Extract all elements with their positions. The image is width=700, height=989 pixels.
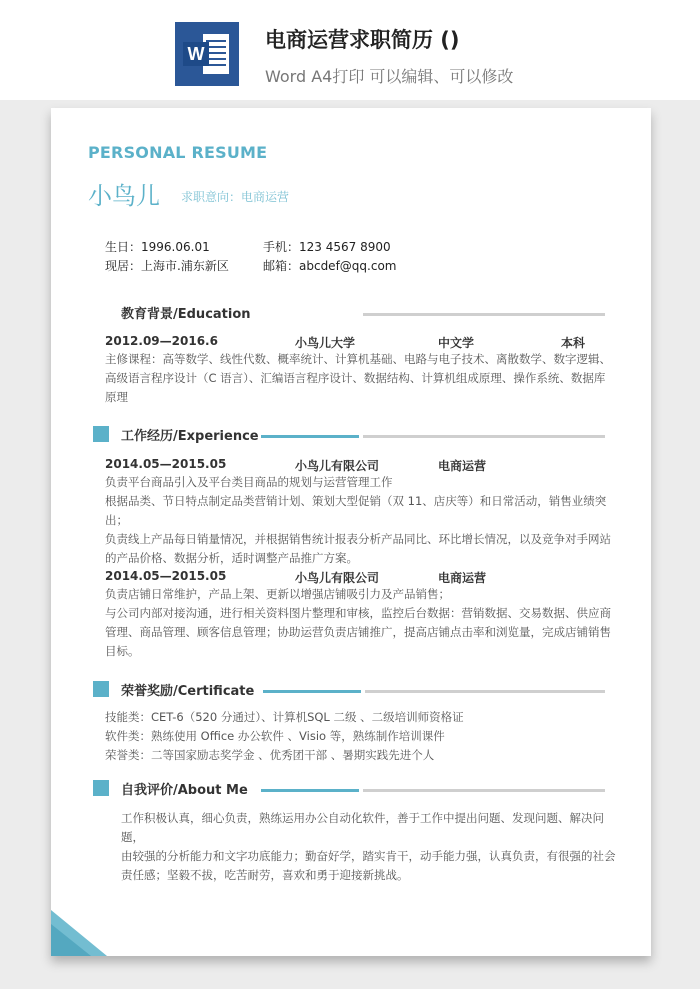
about-section-header bbox=[51, 779, 651, 799]
job-company: 小鸟儿有限公司 bbox=[295, 571, 380, 585]
text-line: 工作积极认真，细心负责，熟练运用办公自动化软件，善于工作中提出问题、发现问题、解决问题， bbox=[121, 811, 604, 844]
education-degree: 本科 bbox=[561, 336, 586, 350]
section-accent-rule bbox=[261, 435, 359, 438]
job-description bbox=[105, 473, 625, 568]
email-address: 邮箱：abcdef@qq.com bbox=[263, 259, 397, 273]
text-line: 荣誉类：二等国家励志奖学金 、优秀团干部 、暑期实践先进个人 bbox=[105, 748, 435, 762]
education-major: 中文学 bbox=[438, 336, 475, 350]
text-line: 责任感；坚毅不拔，吃苦耐劳，喜欢和勇于迎接新挑战。 bbox=[121, 868, 409, 882]
education-school: 小鸟儿大学 bbox=[295, 336, 356, 350]
section-rule bbox=[363, 435, 605, 438]
section-rule bbox=[365, 690, 605, 693]
birth-date: 生日：1996.06.01 bbox=[105, 240, 210, 254]
word-icon-letter: W bbox=[187, 44, 205, 64]
decorative-corner-triangle bbox=[51, 910, 107, 956]
self-evaluation bbox=[121, 809, 626, 885]
text-line: 出； bbox=[105, 513, 128, 527]
certificate-list bbox=[105, 708, 625, 765]
document-title: 电商运营求职简历 () bbox=[265, 28, 460, 52]
certificate-title: 荣誉奖励/Certificate bbox=[121, 684, 255, 699]
text-line: 与公司内部对接沟通，进行相关资料图片整理和审核，监控后台数据：营销数据、交易数据、供应商 bbox=[105, 606, 611, 620]
text-line: 主修课程：高等数学、线性代数、概率统计、计算机基础、电路与电子技术、离散数学、数字逻辑、 bbox=[105, 352, 611, 366]
text-line: 目标。 bbox=[105, 644, 140, 658]
text-line: 负责平台商品引入及平台类目商品的规划与运营管理工作 bbox=[105, 475, 393, 489]
education-courses bbox=[105, 350, 625, 407]
document-banner bbox=[0, 0, 700, 100]
section-marker bbox=[93, 426, 109, 442]
document-subtitle: Word A4打印 可以编辑、可以修改 bbox=[265, 67, 514, 86]
section-accent-rule bbox=[261, 789, 359, 792]
job-company: 小鸟儿有限公司 bbox=[295, 459, 380, 473]
work-title: 工作经历/Experience bbox=[121, 429, 259, 444]
text-line: 负责线上产品每日销量情况，并根据销售统计报表分析产品同比、环比增长情况，以及竞争对手网站 bbox=[105, 532, 611, 546]
word-document-icon bbox=[175, 22, 239, 86]
job-period: 2014.05—2015.05 bbox=[105, 457, 227, 471]
education-title: 教育背景/Education bbox=[121, 307, 251, 322]
resume-header: PERSONAL RESUME bbox=[88, 143, 268, 162]
resume-page bbox=[51, 108, 651, 956]
phone-number: 手机：123 4567 8900 bbox=[263, 240, 391, 254]
job-description bbox=[105, 585, 625, 661]
section-rule bbox=[363, 313, 605, 316]
job-role: 电商运营 bbox=[438, 571, 487, 585]
certificate-section-header bbox=[51, 680, 651, 700]
text-line: 根据品类、节日特点制定品类营销计划、策划大型促销（双 11、店庆等）和日常活动，销售业绩突 bbox=[105, 494, 607, 508]
text-line: 管理、商品管理、顾客信息管理；协助运营负责店铺推广，提高店铺点击率和浏览量，完成店铺销售 bbox=[105, 625, 611, 639]
job-role: 电商运营 bbox=[438, 459, 487, 473]
candidate-name: 小鸟儿 bbox=[88, 182, 160, 210]
education-period: 2012.09—2016.6 bbox=[105, 334, 218, 348]
section-rule bbox=[363, 789, 605, 792]
text-line: 高级语言程序设计（C 语言）、汇编语言程序设计、数据结构、计算机组成原理、操作系统、数据库 bbox=[105, 371, 606, 385]
text-line: 原理 bbox=[105, 390, 128, 404]
text-line: 的产品价格、数据分析，适时调整产品推广方案。 bbox=[105, 551, 358, 565]
job-period: 2014.05—2015.05 bbox=[105, 569, 227, 583]
text-line: 负责店铺日常维护，产品上架、更新以增强店铺吸引力及产品销售； bbox=[105, 587, 450, 601]
work-section-header bbox=[51, 425, 651, 445]
section-marker bbox=[93, 780, 109, 796]
current-address: 现居：上海市.浦东新区 bbox=[105, 259, 229, 273]
job-intent: 求职意向：电商运营 bbox=[181, 190, 290, 204]
section-accent-rule bbox=[263, 690, 361, 693]
text-line: 由较强的分析能力和文字功底能力；勤奋好学，踏实肯干，动手能力强，认真负责，有很强的社会 bbox=[121, 849, 616, 863]
about-title: 自我评价/About Me bbox=[121, 783, 248, 798]
text-line: 软件类：熟练使用 Office 办公软件 、Visio 等，熟练制作培训课件 bbox=[105, 729, 445, 743]
section-marker bbox=[93, 681, 109, 697]
education-section-header bbox=[51, 303, 651, 323]
text-line: 技能类：CET-6（520 分通过）、计算机SQL 二级 、二级培训师资格证 bbox=[105, 710, 464, 724]
